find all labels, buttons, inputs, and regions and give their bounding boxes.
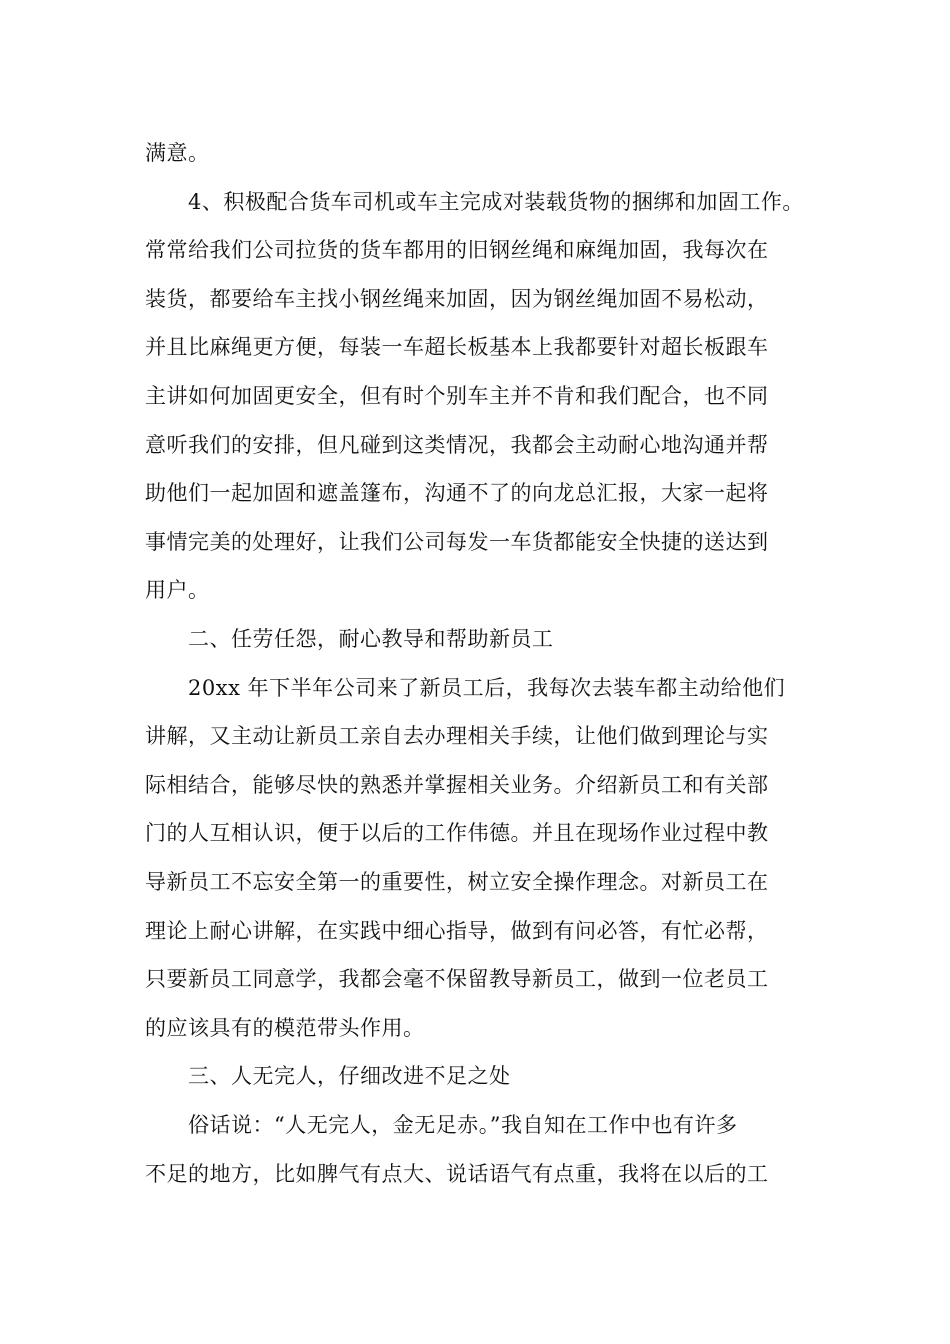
- text-line: 只要新员工同意学，我都会毫不保留教导新员工，做到一位老员工: [145, 967, 769, 991]
- text-line: 理论上耐心讲解，在实践中细心指导，做到有问必答，有忙必帮，: [145, 919, 769, 943]
- text-line: 4、积极配合货车司机或车主完成对装载货物的捆绑和加固工作。: [188, 190, 804, 214]
- text-line: 门的人互相认识，便于以后的工作伟德。并且在现场作业过程中教: [145, 821, 769, 845]
- text-line: 意听我们的安排，但凡碰到这类情况，我都会主动耐心地沟通并帮: [145, 433, 769, 457]
- text-line: 用户。: [145, 578, 210, 602]
- text-line: 常常给我们公司拉货的货车都用的旧钢丝绳和麻绳加固，我每次在: [145, 238, 769, 262]
- text-line: 并且比麻绳更方便，每装一车超长板基本上我都要针对超长板跟车: [145, 335, 769, 359]
- text-line: 事情完美的处理好，让我们公司每发一车货都能安全快捷的送达到: [145, 530, 769, 554]
- text-line: 20xx 年下半年公司来了新员工后，我每次去装车都主动给他们: [188, 676, 786, 700]
- text-line: 际相结合，能够尽快的熟悉并掌握相关业务。介绍新员工和有关部: [145, 773, 769, 797]
- text-line: 助他们一起加固和遮盖篷布，沟通不了的向龙总汇报，大家一起将: [145, 481, 769, 505]
- text-line: 装货，都要给车主找小钢丝绳来加固，因为钢丝绳加固不易松动，: [145, 287, 769, 311]
- text-line: 主讲如何加固更安全，但有时个别车主并不肯和我们配合，也不同: [145, 384, 769, 408]
- section-heading: 二、任劳任怨，耐心教导和帮助新员工: [188, 627, 554, 651]
- text-line: 满意。: [145, 141, 210, 165]
- text-line: 的应该具有的模范带头作用。: [145, 1016, 425, 1040]
- section-heading: 三、人无完人，仔细改进不足之处: [188, 1064, 511, 1088]
- text-line: 不足的地方，比如脾气有点大、说话语气有点重，我将在以后的工: [145, 1162, 769, 1186]
- text-line: 导新员工不忘安全第一的重要性，树立安全操作理念。对新员工在: [145, 870, 769, 894]
- text-line: 俗话说：“人无完人，金无足赤。”我自知在工作中也有许多: [188, 1113, 738, 1137]
- text-line: 讲解，又主动让新员工亲自去办理相关手续，让他们做到理论与实: [145, 724, 769, 748]
